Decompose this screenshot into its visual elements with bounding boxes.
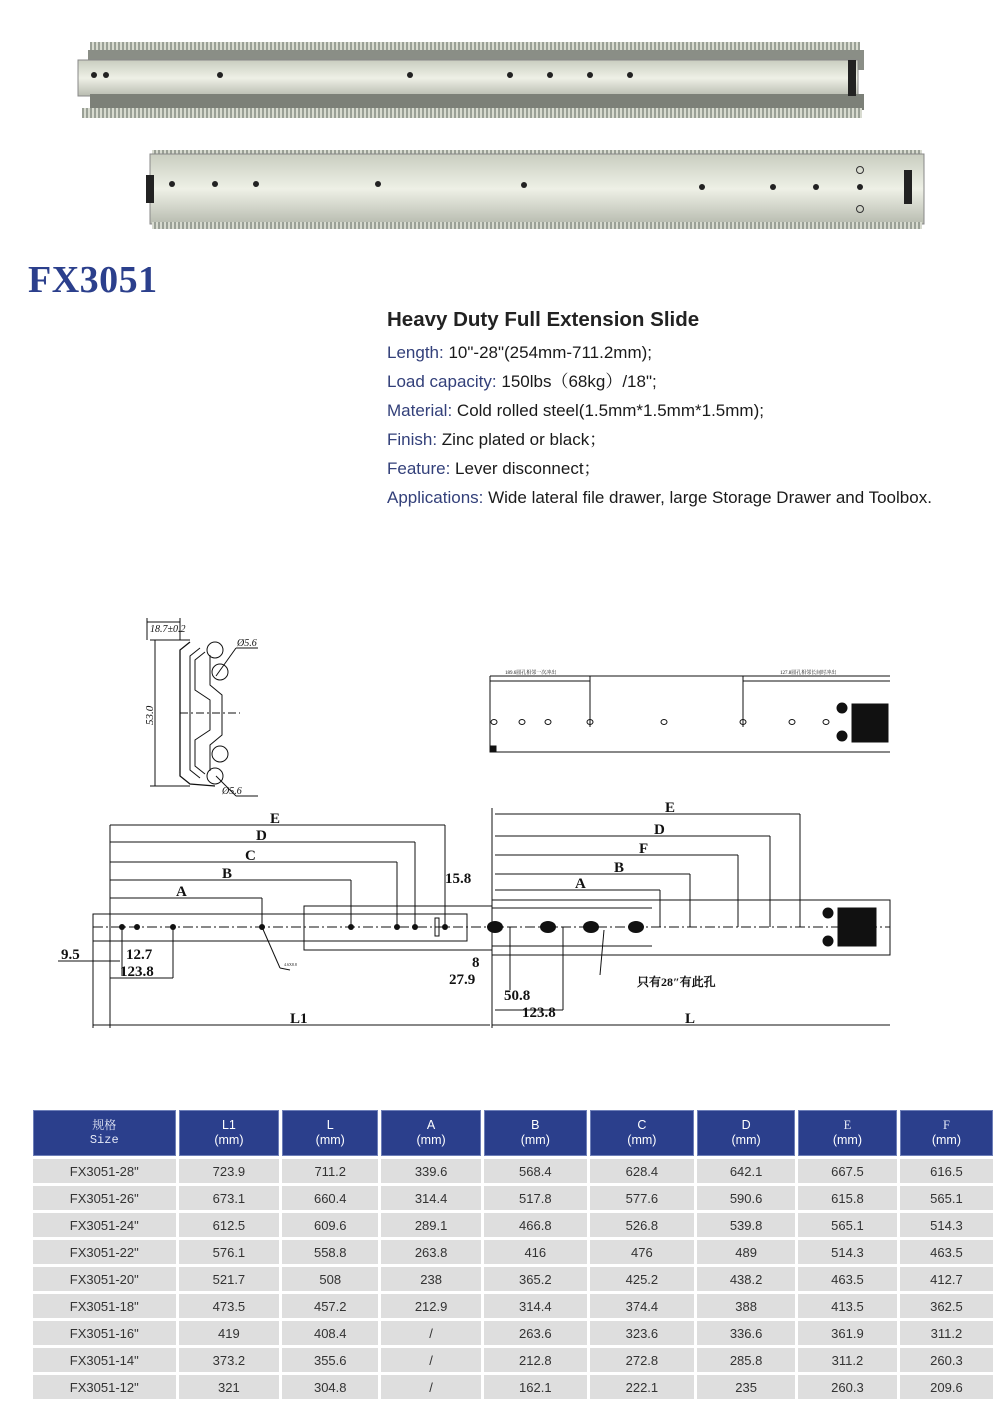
value-cell: 526.8	[590, 1213, 695, 1237]
left-dim-c: C	[245, 848, 256, 864]
spec-list	[387, 308, 999, 512]
outer-member-view	[58, 825, 890, 1028]
value-cell: 576.1	[179, 1240, 280, 1264]
value-cell: 304.8	[282, 1375, 378, 1399]
dim-hole-bottom: Ø5.6	[222, 786, 242, 797]
value-cell: 517.8	[484, 1186, 587, 1210]
size-cell: FX3051-16"	[33, 1321, 176, 1345]
right-dim-d: D	[654, 822, 665, 838]
value-cell: 260.3	[900, 1348, 993, 1372]
table-row	[33, 1348, 993, 1372]
value-cell: 263.6	[484, 1321, 587, 1345]
header-unit: (mm)	[315, 1133, 345, 1147]
table-row	[33, 1240, 993, 1264]
value-cell: 339.6	[381, 1159, 481, 1183]
size-cell: FX3051-24"	[33, 1213, 176, 1237]
spec-value: 150lbs（68kg）/18";	[496, 372, 657, 391]
left-dim-a: A	[176, 884, 187, 900]
spec-value: 10"-28"(254mm-711.2mm);	[443, 343, 653, 362]
spec-value: Cold rolled steel(1.5mm*1.5mm*1.5mm);	[452, 401, 764, 420]
right-dim-50-8: 50.8	[504, 988, 531, 1004]
size-cell: FX3051-12"	[33, 1375, 176, 1399]
header-unit: (mm)	[214, 1133, 244, 1147]
header-c	[590, 1110, 695, 1156]
value-cell: 355.6	[282, 1348, 378, 1372]
header-unit: (mm)	[731, 1133, 761, 1147]
header-d	[697, 1110, 795, 1156]
note-right: 127.8圆孔相邻长间时冲出	[780, 671, 837, 676]
value-cell: 660.4	[282, 1186, 378, 1210]
right-dim-f: F	[639, 841, 649, 857]
value-cell: 615.8	[798, 1186, 897, 1210]
left-dim-e: E	[270, 811, 281, 827]
value-cell: 609.6	[282, 1213, 378, 1237]
value-cell: 612.5	[179, 1213, 280, 1237]
value-cell: 466.8	[484, 1213, 587, 1237]
header-name: B	[531, 1118, 540, 1132]
value-cell: 642.1	[697, 1159, 795, 1183]
value-cell: 616.5	[900, 1159, 993, 1183]
value-cell: 711.2	[282, 1159, 378, 1183]
value-cell: 419	[179, 1321, 280, 1345]
table-row	[33, 1267, 993, 1291]
spec-key: Load capacity:	[387, 372, 497, 391]
left-hole-note: 4.6X8.8	[284, 962, 297, 967]
value-cell: 628.4	[590, 1159, 695, 1183]
value-cell: 539.8	[697, 1213, 795, 1237]
spec-key: Length:	[387, 343, 444, 362]
inner-member-view	[492, 808, 890, 1028]
value-cell: 311.2	[900, 1321, 993, 1345]
header-unit: (mm)	[416, 1133, 446, 1147]
value-cell: 412.7	[900, 1267, 993, 1291]
header-a	[381, 1110, 481, 1156]
header-name: A	[426, 1118, 436, 1132]
value-cell: 388	[697, 1294, 795, 1318]
value-cell: /	[381, 1375, 481, 1399]
header-unit: (mm)	[832, 1133, 862, 1147]
value-cell: 489	[697, 1240, 795, 1264]
value-cell: 162.1	[484, 1375, 587, 1399]
right-dim-l: L	[685, 1011, 696, 1027]
product-title: Heavy Duty Full Extension Slide	[387, 308, 700, 331]
value-cell: 260.3	[798, 1375, 897, 1399]
value-cell: 413.5	[798, 1294, 897, 1318]
size-cell: FX3051-26"	[33, 1186, 176, 1210]
value-cell: 473.5	[179, 1294, 280, 1318]
value-cell: 590.6	[697, 1186, 795, 1210]
spec-value: Zinc plated or black；	[437, 430, 607, 449]
value-cell: 723.9	[179, 1159, 280, 1183]
spec-load-capacity	[387, 367, 999, 396]
spec-key: Feature:	[387, 459, 451, 478]
value-cell: 263.8	[381, 1240, 481, 1264]
value-cell: 374.4	[590, 1294, 695, 1318]
size-table	[30, 1107, 996, 1402]
right-dim-27-9: 27.9	[449, 972, 476, 988]
header-l	[282, 1110, 378, 1156]
header-unit: (mm)	[931, 1133, 961, 1147]
header-size-en: Size	[89, 1133, 119, 1147]
table-row	[33, 1186, 993, 1210]
value-cell: 416	[484, 1240, 587, 1264]
dim-hole-top: Ø5.6	[237, 638, 257, 649]
table-row	[33, 1375, 993, 1399]
value-cell: 667.5	[798, 1159, 897, 1183]
value-cell: 508	[282, 1267, 378, 1291]
left-dim-d: D	[256, 828, 267, 844]
right-dim-15-8: 15.8	[445, 871, 472, 887]
right-dim-b: B	[614, 860, 625, 876]
value-cell: 568.4	[484, 1159, 587, 1183]
value-cell: 361.9	[798, 1321, 897, 1345]
value-cell: 457.2	[282, 1294, 378, 1318]
size-cell: FX3051-22"	[33, 1240, 176, 1264]
value-cell: /	[381, 1348, 481, 1372]
header-name: D	[741, 1118, 751, 1132]
spec-applications	[387, 483, 999, 512]
value-cell: 321	[179, 1375, 280, 1399]
value-cell: 212.9	[381, 1294, 481, 1318]
spec-value: Lever disconnect；	[450, 459, 601, 478]
table-row	[33, 1159, 993, 1183]
value-cell: 323.6	[590, 1321, 695, 1345]
size-cell: FX3051-18"	[33, 1294, 176, 1318]
header-name: C	[637, 1118, 647, 1132]
value-cell: 514.3	[798, 1240, 897, 1264]
value-cell: 565.1	[900, 1186, 993, 1210]
value-cell: 463.5	[798, 1267, 897, 1291]
value-cell: 238	[381, 1267, 481, 1291]
right-hole-note: 只有28″有此孔	[637, 975, 716, 989]
header-size-zh: 规格	[92, 1118, 117, 1132]
size-cell: FX3051-28"	[33, 1159, 176, 1183]
value-cell: 521.7	[179, 1267, 280, 1291]
value-cell: 673.1	[179, 1186, 280, 1210]
header-unit: (mm)	[627, 1133, 657, 1147]
value-cell: 336.6	[697, 1321, 795, 1345]
spec-value: Wide lateral file drawer, large Storage Drawer and Toolbox.	[483, 488, 932, 507]
size-cell: FX3051-20"	[33, 1267, 176, 1291]
right-dim-e: E	[665, 800, 676, 816]
slide-member	[146, 150, 924, 229]
value-cell: 272.8	[590, 1348, 695, 1372]
table-row	[33, 1321, 993, 1345]
header-b	[484, 1110, 587, 1156]
header-name: F	[942, 1118, 950, 1132]
top-view	[490, 676, 890, 752]
value-cell: 222.1	[590, 1375, 695, 1399]
left-dim-b: B	[222, 866, 233, 882]
spec-material	[387, 396, 999, 425]
value-cell: 565.1	[798, 1213, 897, 1237]
value-cell: /	[381, 1321, 481, 1345]
right-dim-8: 8	[472, 955, 480, 971]
value-cell: 438.2	[697, 1267, 795, 1291]
right-dim-a: A	[575, 876, 586, 892]
size-cell: FX3051-14"	[33, 1348, 176, 1372]
spec-key: Finish:	[387, 430, 438, 449]
dim-height: 53.0	[144, 705, 156, 725]
value-cell: 209.6	[900, 1375, 993, 1399]
value-cell: 311.2	[798, 1348, 897, 1372]
dim-width: 18.7±0.2	[150, 624, 186, 635]
spec-key: Material:	[387, 401, 453, 420]
note-left: 189.6圆孔相邻一次冲出	[505, 671, 557, 676]
value-cell: 425.2	[590, 1267, 695, 1291]
value-cell: 463.5	[900, 1240, 993, 1264]
spec-feature	[387, 454, 999, 483]
value-cell: 212.8	[484, 1348, 587, 1372]
slide-assembled	[78, 42, 864, 118]
value-cell: 408.4	[282, 1321, 378, 1345]
value-cell: 514.3	[900, 1213, 993, 1237]
header-f	[900, 1110, 993, 1156]
header-unit: (mm)	[520, 1133, 550, 1147]
model-title: FX3051	[28, 259, 158, 301]
spec-finish	[387, 425, 999, 454]
value-cell: 314.4	[484, 1294, 587, 1318]
spec-key: Applications:	[387, 488, 484, 507]
product-photo	[60, 30, 930, 240]
value-cell: 476	[590, 1240, 695, 1264]
value-cell: 235	[697, 1375, 795, 1399]
table-row	[33, 1213, 993, 1237]
value-cell: 289.1	[381, 1213, 481, 1237]
header-name: L	[326, 1118, 334, 1132]
value-cell: 362.5	[900, 1294, 993, 1318]
table-header-row	[33, 1110, 993, 1156]
value-cell: 285.8	[697, 1348, 795, 1372]
header-name: E	[843, 1118, 852, 1132]
value-cell: 558.8	[282, 1240, 378, 1264]
header-name: L1	[221, 1118, 236, 1132]
header-size	[33, 1110, 176, 1156]
value-cell: 365.2	[484, 1267, 587, 1291]
technical-drawing	[40, 600, 970, 1040]
table-body	[33, 1159, 993, 1399]
left-dim-9-5: 9.5	[61, 947, 80, 963]
left-dim-12-7: 12.7	[126, 947, 153, 963]
value-cell: 577.6	[590, 1186, 695, 1210]
table-row	[33, 1294, 993, 1318]
value-cell: 314.4	[381, 1186, 481, 1210]
header-e	[798, 1110, 897, 1156]
header-l1	[179, 1110, 280, 1156]
right-dim-123-8: 123.8	[522, 1005, 556, 1021]
value-cell: 373.2	[179, 1348, 280, 1372]
left-dim-l1: L1	[290, 1011, 308, 1027]
spec-length	[387, 338, 999, 367]
left-dim-123-8: 123.8	[120, 964, 154, 980]
